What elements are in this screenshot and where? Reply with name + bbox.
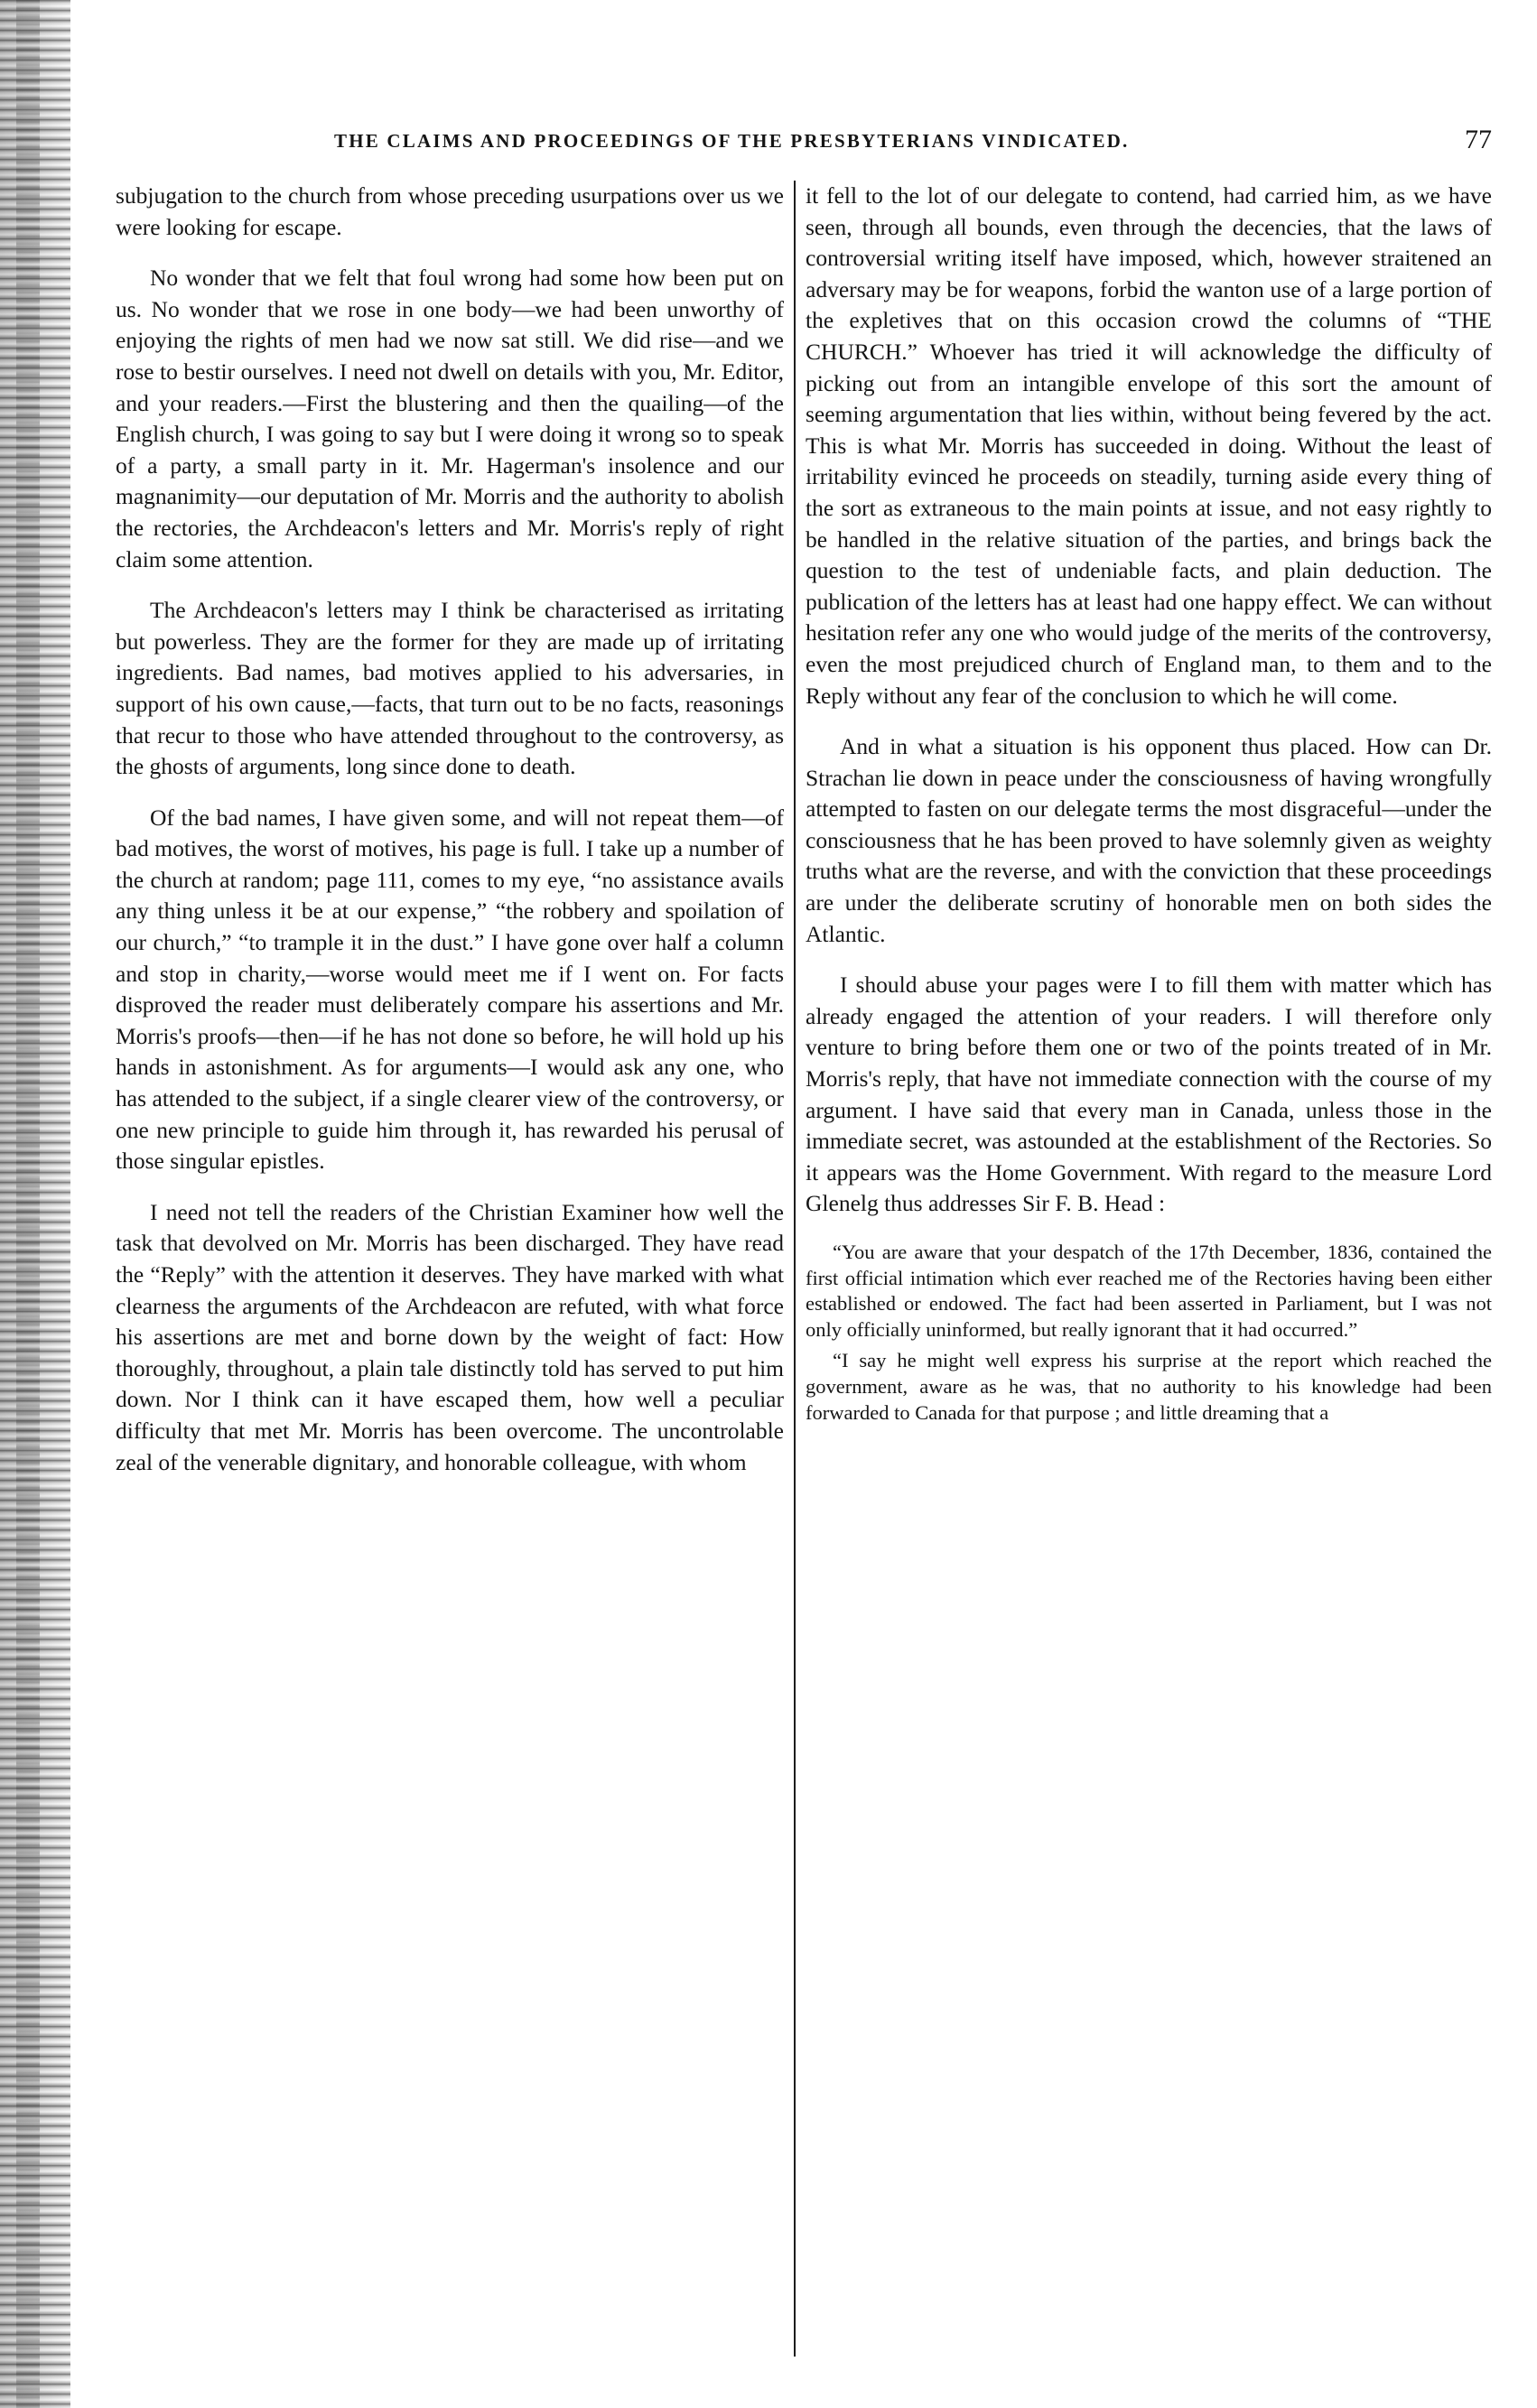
left-column	[116, 181, 784, 2384]
running-head	[334, 125, 1499, 161]
paragraph: I need not tell the readers of the Christian Examiner how well the task that devolved on Mr. Morris has been discharged. They have read the “Reply” with the attention it deserves. They have marked with what clearness the arguments of the Archdeacon are refuted, with what force his assertions are met and borne down by the weight of fact: How thoroughly, throughout, a plain tale distinctly told has served to put him down. Nor I think can it have escaped them, how well a peculiar difficulty that met Mr. Morris has been overcome. The uncontrolable zeal of the venerable dignitary, and honorable colleague, with whom	[116, 1198, 784, 1475]
running-head-title: THE CLAIMS AND PROCEEDINGS OF THE PRESBYTERIANS VINDICATED.	[334, 130, 1130, 152]
paragraph: And in what a situation is his opponent thus placed. How can Dr. Strachan lie down in peace under the consciousness of having wrongfully attempted to fasten on our delegate terms the most disgraceful—under the consciousness that he has been proved to have solemnly given as weighty truths what are the reverse, and with the conviction that these proceedings are under the deliberate scrutiny of honorable men on both sides the Atlantic.	[806, 733, 1492, 947]
book-binding-edge	[0, 0, 70, 2408]
paragraph: I should abuse your pages were I to fill them with matter which has already engaged the attention of your readers. I will therefore only venture to bring before them one or two of the points treated of in Mr. Morris's reply, that have not immediate connection with the course of my argument. I have said that every man in Canada, unless those in the immediate secret, was astounded at the establishment of the Rectories. So it appears was the Home Government. With regard to the measure Lord Glenelg thus addresses Sir F. B. Head :	[806, 972, 1492, 1217]
paragraph: subjugation to the church from whose preceding usurpations over us we were looking for escape.	[116, 182, 784, 240]
block-quote: “You are aware that your despatch of the 17th December, 1836, contained the first official intimation which ever reached me of the Rectories having been either established or endowed. The fact had been asserted in Parliament, but I was not only officially uninformed, but really ignorant that it had occurred.”	[806, 1241, 1492, 1341]
paragraph: it fell to the lot of our delegate to contend, had carried him, as we have seen, through all bounds, even through the decencies, that the laws of controversial writing itself have imposed, which, however straitened an adversary may be for weapons, forbid the wanton use of a large portion of the expletives that on this occasion crowd the columns of “THE CHURCH.” Whoever has tried it will acknowledge the difficulty of picking out from an intangible envelope of this sort the amount of seeming argumentation that lies within, without being fevered by the act. This is what Mr. Morris has succeeded in doing. Without the least of irritability evinced he proceeds on steadily, turning aside every thing of the sort as extraneous to the main points at issue, and not easy rightly to be handled in the relative situation of the parties, and brings back the question to the test of undeniable facts, and plain deduction. The publication of the letters has at least had one happy effect. We can without hesitation refer any one who would judge of the merits of the controversy, even the most prejudiced church of England man, to them and to the Reply without any fear of the conclusion to which he will come.	[806, 182, 1492, 709]
block-quote: “I say he might well express his surprise at the report which reached the government, aware as he was, that no authority to his knowledge had been forwarded to Canada for that purpose ; and little dreaming that a	[806, 1349, 1492, 1424]
right-column	[806, 181, 1492, 2384]
paragraph: No wonder that we felt that foul wrong had some how been put on us. No wonder that we rose in one body—we had been unworthy of enjoying the rights of men had we now sat still. We did rise—and we rose to bestir ourselves. I need not dwell on details with you, Mr. Editor, and your readers.—First the blustering and then the quailing—of the English church, I was going to say but I were doing it wrong so to speak of a party, a small party in it. Mr. Hagerman's insolence and our magnanimity—our deputation of Mr. Morris and the authority to abolish the rectories, the Archdeacon's letters and Mr. Morris's reply of right claim some attention.	[116, 265, 784, 572]
paragraph: The Archdeacon's letters may I think be characterised as irritating but powerless. They are the former for they are made up of irritating ingredients. Bad names, bad motives applied to his adversaries, in support of his own cause,—facts, that turn out to be no facts, reasonings that recur to those who have attended throughout to the controversy, as the ghosts of arguments, long since done to death.	[116, 597, 784, 780]
page-number: 77	[1465, 125, 1492, 154]
column-divider	[794, 181, 796, 2357]
paragraph: Of the bad names, I have given some, and will not repeat them—of bad motives, the worst of motives, his page is full. I take up a number of the church at random; page 111, comes to my eye, “no assistance avails any thing unless it be at our expense,” “the robbery and spoilation of our church,” “to trample it in the dust.” I have gone over half a column and stop in charity,—worse would meet me if I went on. For facts disproved the reader must deliberately compare his assertions and Mr. Morris's proofs—then—if he has not done so before, he will hold up his hands in astonishment. As for arguments—I would ask any one, who has attended to the subject, if a single clearer view of the controversy, or one new principle to guide him through it, has rewarded his perusal of those singular epistles.	[116, 804, 784, 1175]
